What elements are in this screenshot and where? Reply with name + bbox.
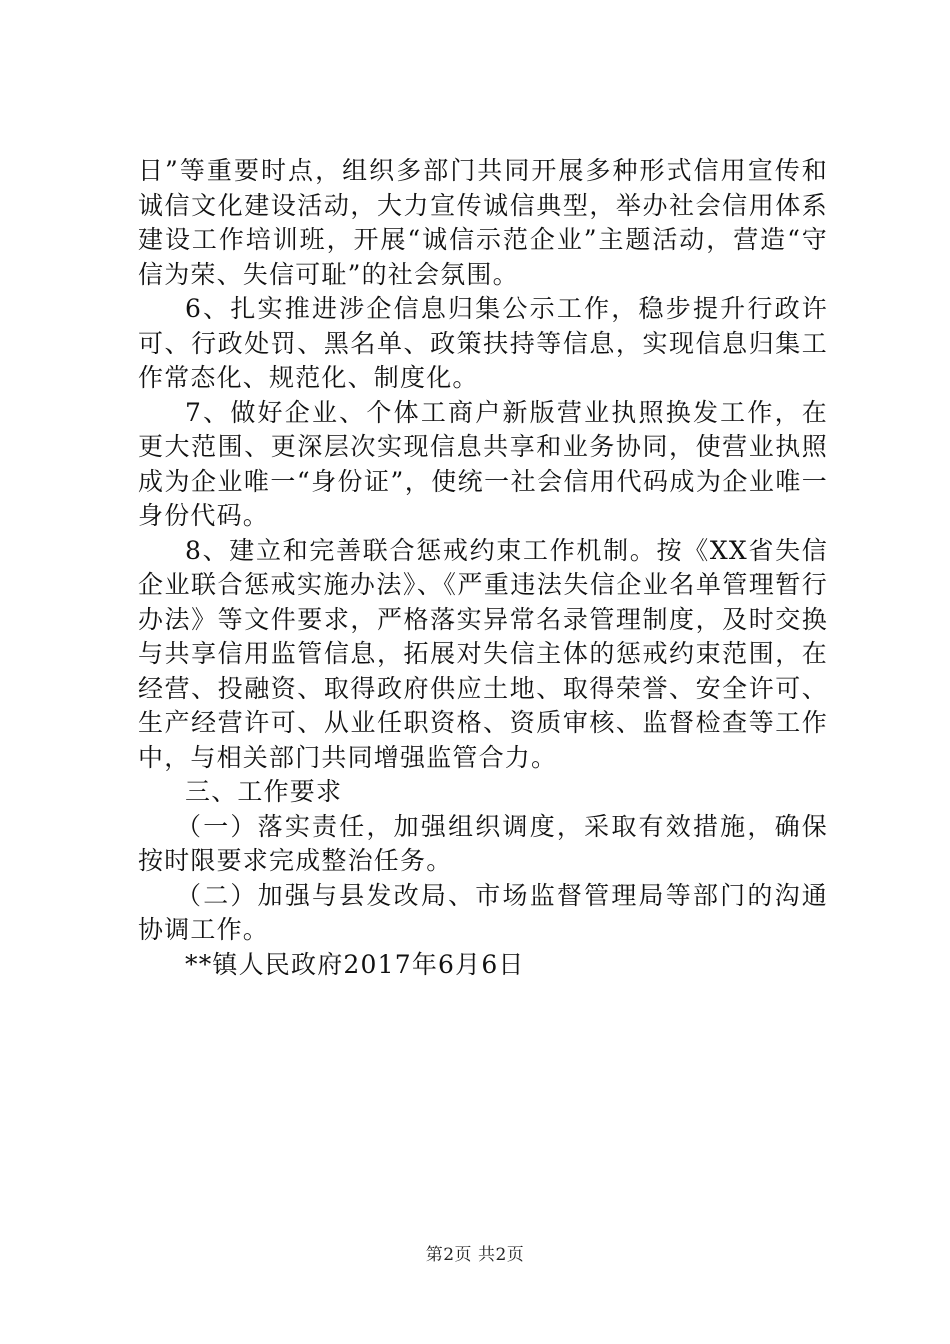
paragraph-item-8: 8、建立和完善联合惩戒约束工作机制。按《XX省失信企业联合惩戒实施办法》、《严重违法失信企业名单管理暂行办法》等文件要求，严格落实异常名录管理制度，及时交换与共享信用监管信息，拓展对失信主体的惩戒约束范围，在经营、投融资、取得政府供应土地、取得荣誉、安全许可、生产经营许可、从业任职资格、资质审核、监督检查等工作中，与相关部门共同增强监管合力。 (138, 535, 828, 772)
paragraph-requirement-1: （一）落实责任，加强组织调度，采取有效措施，确保按时限要求完成整治任务。 (138, 811, 828, 875)
paragraph-requirement-2: （二）加强与县发改局、市场监督管理局等部门的沟通协调工作。 (138, 880, 828, 944)
document-body (138, 154, 828, 982)
signature-date-line: **镇人民政府2017年6月6日 (185, 949, 525, 979)
section-heading-requirements: 三、工作要求 (185, 777, 343, 806)
paragraph-item-6: 6、扎实推进涉企信息归集公示工作，稳步提升行政许可、行政处罚、黑名单、政策扶持等信息，实现信息归集工作常态化、规范化、制度化。 (138, 294, 828, 392)
paragraph-item-7: 7、做好企业、个体工商户新版营业执照换发工作，在更大范围、更深层次实现信息共享和业务协同，使营业执照成为企业唯一“身份证”，使统一社会信用代码成为企业唯一身份代码。 (138, 397, 828, 530)
paragraph-continued: 日”等重要时点，组织多部门共同开展多种形式信用宣传和诚信文化建设活动，大力宣传诚信典型，举办社会信用体系建设工作培训班，开展“诚信示范企业”主题活动，营造“守信为荣、失信可耻”的社会氛围。 (138, 156, 828, 289)
page-number-footer: 第2页 共2页 (425, 1245, 525, 1265)
